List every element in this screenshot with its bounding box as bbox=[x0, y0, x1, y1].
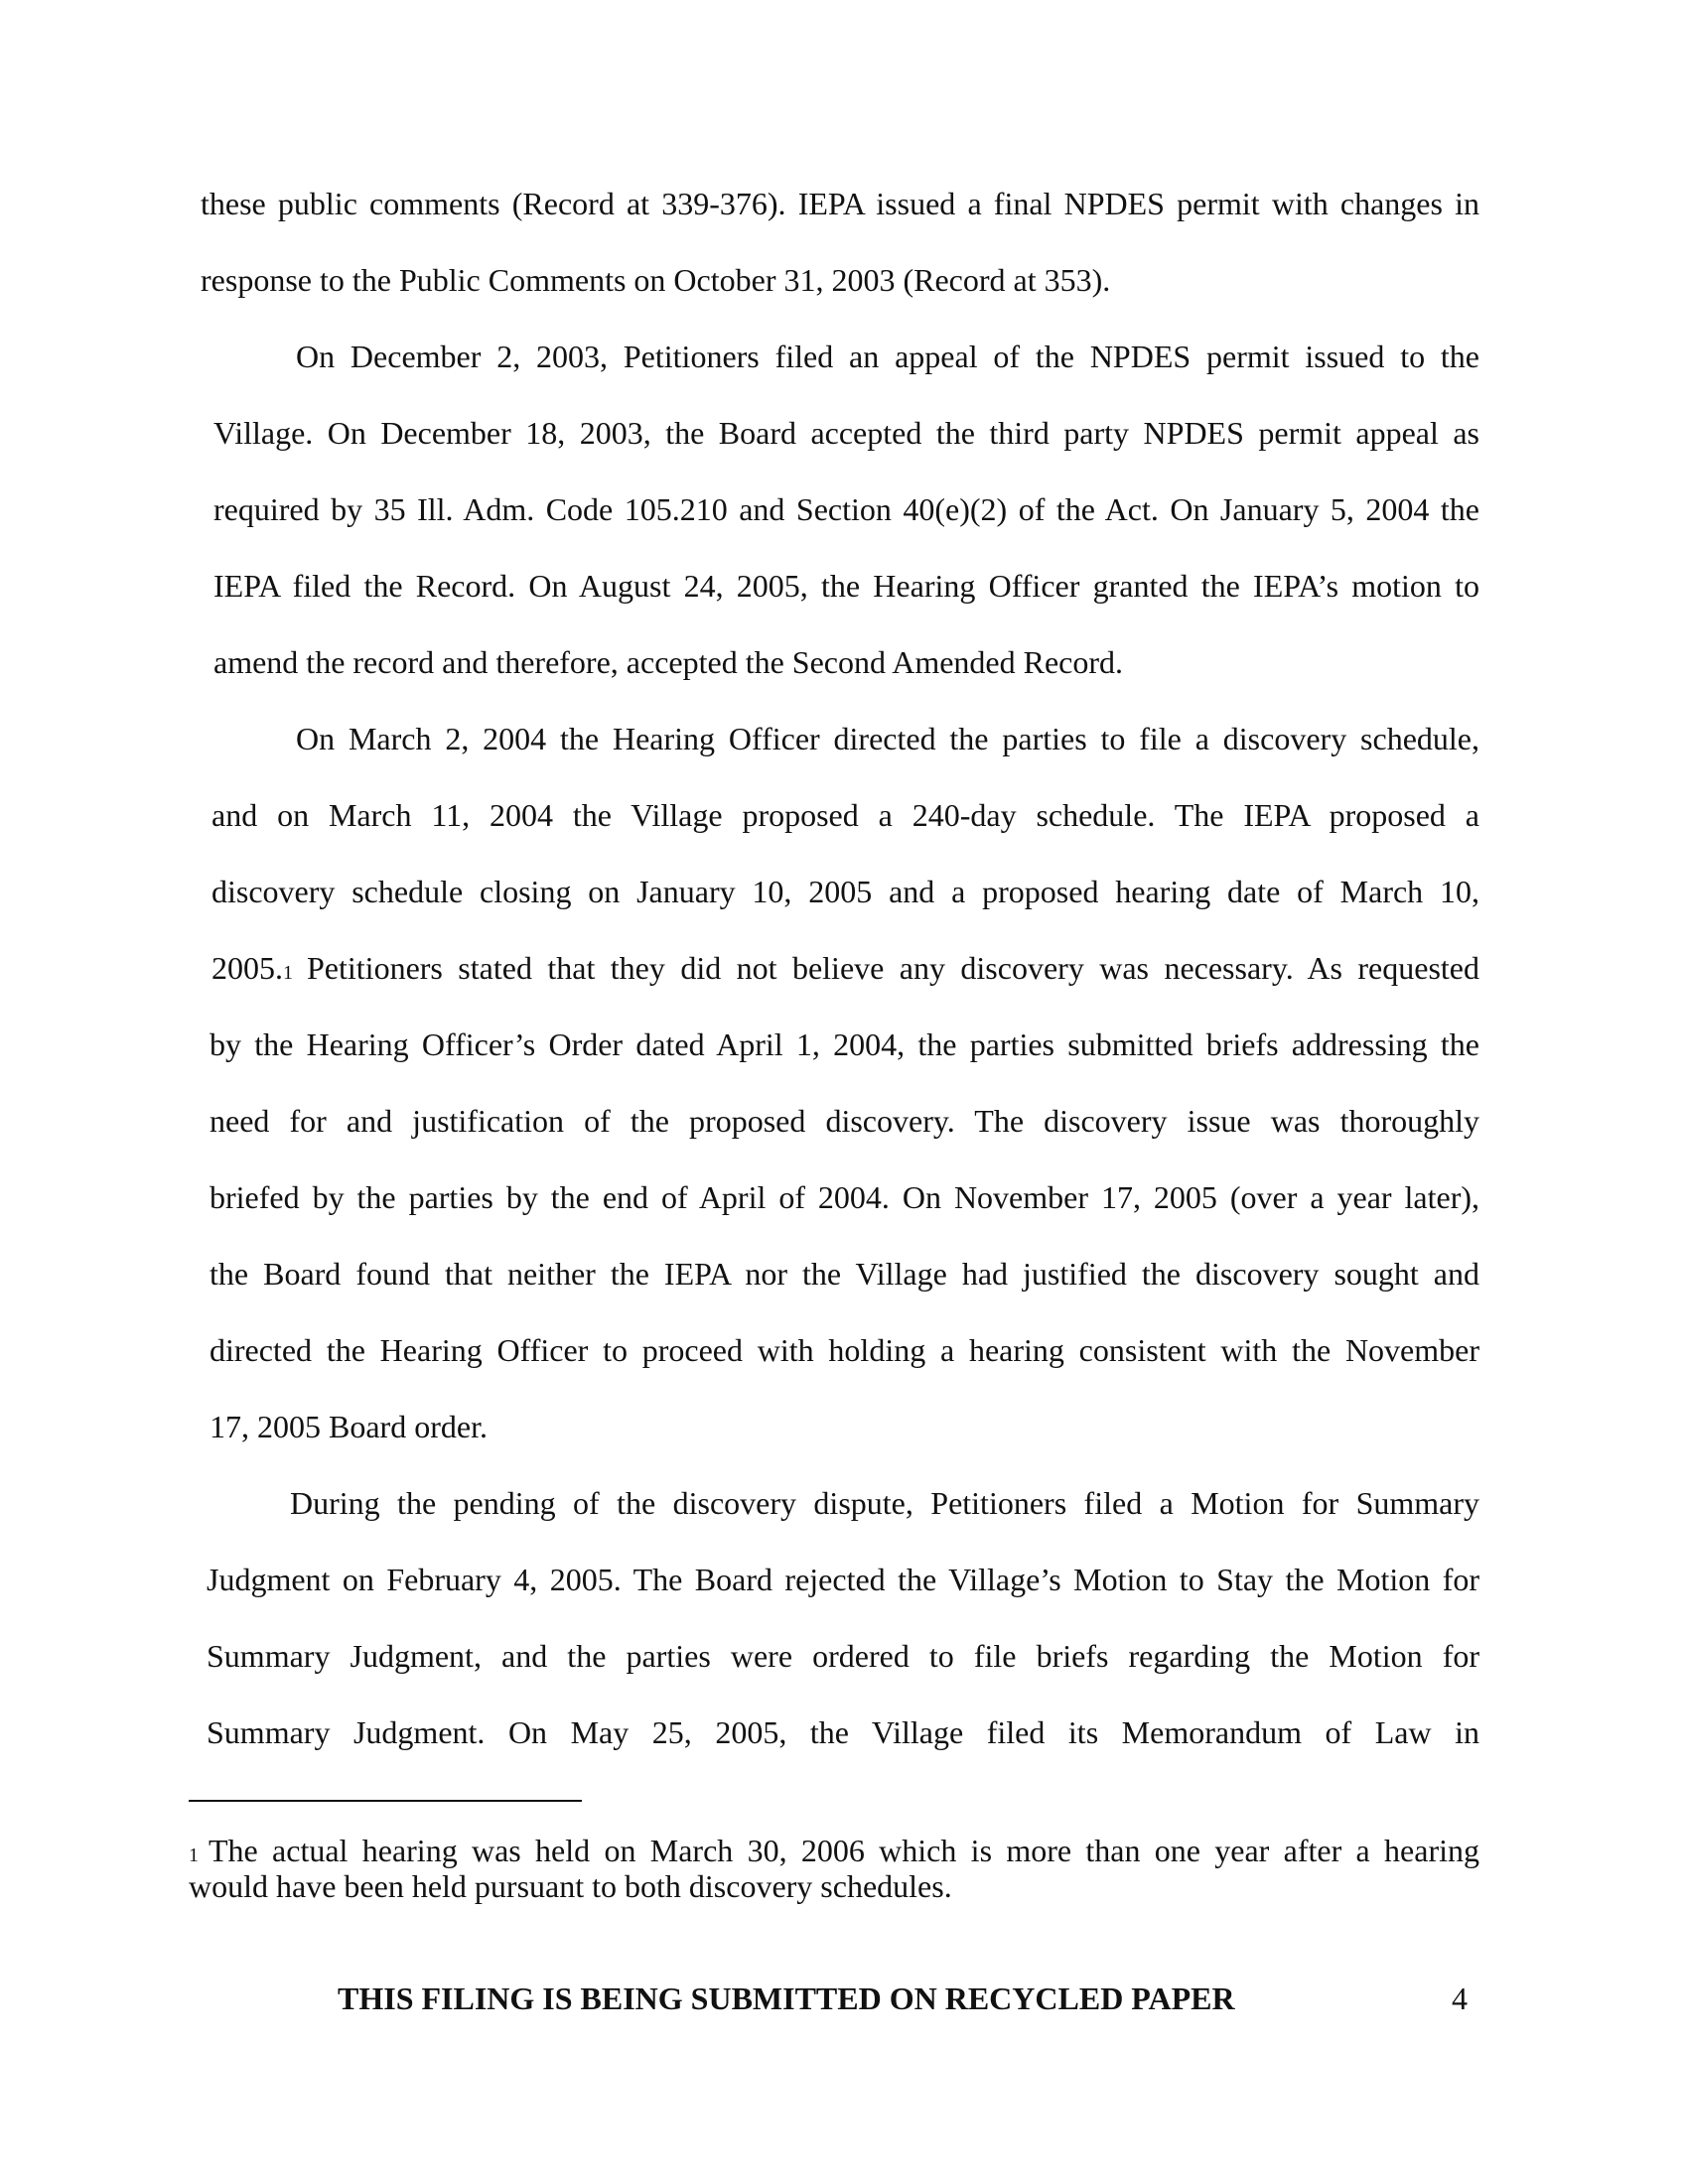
body-line: these public comments (Record at 339-376). IEPA issued a final NPDES permit with changes in bbox=[201, 186, 1479, 221]
body-line: Summary Judgment, and the parties were ordered to file briefs regarding the Motion for bbox=[207, 1638, 1479, 1674]
body-line: amend the record and therefore, accepted the Second Amended Record. bbox=[213, 644, 1124, 680]
footnote-text: The actual hearing was held on March 30, 2006 which is more than one year after a hearing bbox=[209, 1833, 1479, 1868]
body-line: the Board found that neither the IEPA nor the Village had justified the discovery sought and bbox=[210, 1256, 1479, 1292]
body-line: discovery schedule closing on January 10, 2005 and a proposed hearing date of March 10, bbox=[211, 874, 1479, 909]
body-line: 17, 2005 Board order. bbox=[210, 1409, 488, 1444]
body-line: On December 2, 2003, Petitioners filed an appeal of the NPDES permit issued to the bbox=[296, 339, 1479, 374]
body-line: response to the Public Comments on October 31, 2003 (Record at 353). bbox=[201, 262, 1111, 298]
page-number: 4 bbox=[1452, 1980, 1468, 2016]
body-line: Village. On December 18, 2003, the Board accepted the third party NPDES permit appeal as bbox=[213, 415, 1479, 451]
footer-notice: THIS FILING IS BEING SUBMITTED ON RECYCLED PAPER bbox=[338, 1980, 1235, 2016]
body-text: 2005. bbox=[211, 950, 283, 986]
footnote-separator bbox=[189, 1800, 582, 1802]
body-text: Petitioners stated that they did not believe any discovery was necessary. As requested bbox=[307, 950, 1479, 986]
body-line: IEPA filed the Record. On August 24, 2005, the Hearing Officer granted the IEPA’s motion to bbox=[213, 568, 1479, 604]
body-line: directed the Hearing Officer to proceed with holding a hearing consistent with the November bbox=[210, 1332, 1479, 1368]
body-line: On March 2, 2004 the Hearing Officer directed the parties to file a discovery schedule, bbox=[296, 721, 1479, 756]
body-line: briefed by the parties by the end of April of 2004. On November 17, 2005 (over a year later), bbox=[210, 1179, 1479, 1215]
body-line-with-footnote-ref: 2005. 1 Petitioners stated that they did not believe any discovery was necessary. As requested bbox=[211, 950, 1479, 986]
body-line: Judgment on February 4, 2005. The Board rejected the Village’s Motion to Stay the Motion for bbox=[207, 1562, 1479, 1597]
footnote-line: 1 The actual hearing was held on March 30, 2006 which is more than one year after a hearing bbox=[189, 1833, 1479, 1868]
body-line: need for and justification of the proposed discovery. The discovery issue was thoroughly bbox=[210, 1103, 1479, 1139]
body-line: required by 35 Ill. Adm. Code 105.210 and Section 40(e)(2) of the Act. On January 5, 2004 the bbox=[213, 491, 1479, 527]
body-line: During the pending of the discovery dispute, Petitioners filed a Motion for Summary bbox=[290, 1485, 1479, 1521]
body-line: Summary Judgment. On May 25, 2005, the Village filed its Memorandum of Law in bbox=[207, 1714, 1479, 1750]
body-line: by the Hearing Officer’s Order dated April 1, 2004, the parties submitted briefs addressing the bbox=[210, 1026, 1479, 1062]
footnote-line: would have been held pursuant to both discovery schedules. bbox=[189, 1868, 952, 1904]
body-line: and on March 11, 2004 the Village proposed a 240-day schedule. The IEPA proposed a bbox=[211, 797, 1479, 833]
